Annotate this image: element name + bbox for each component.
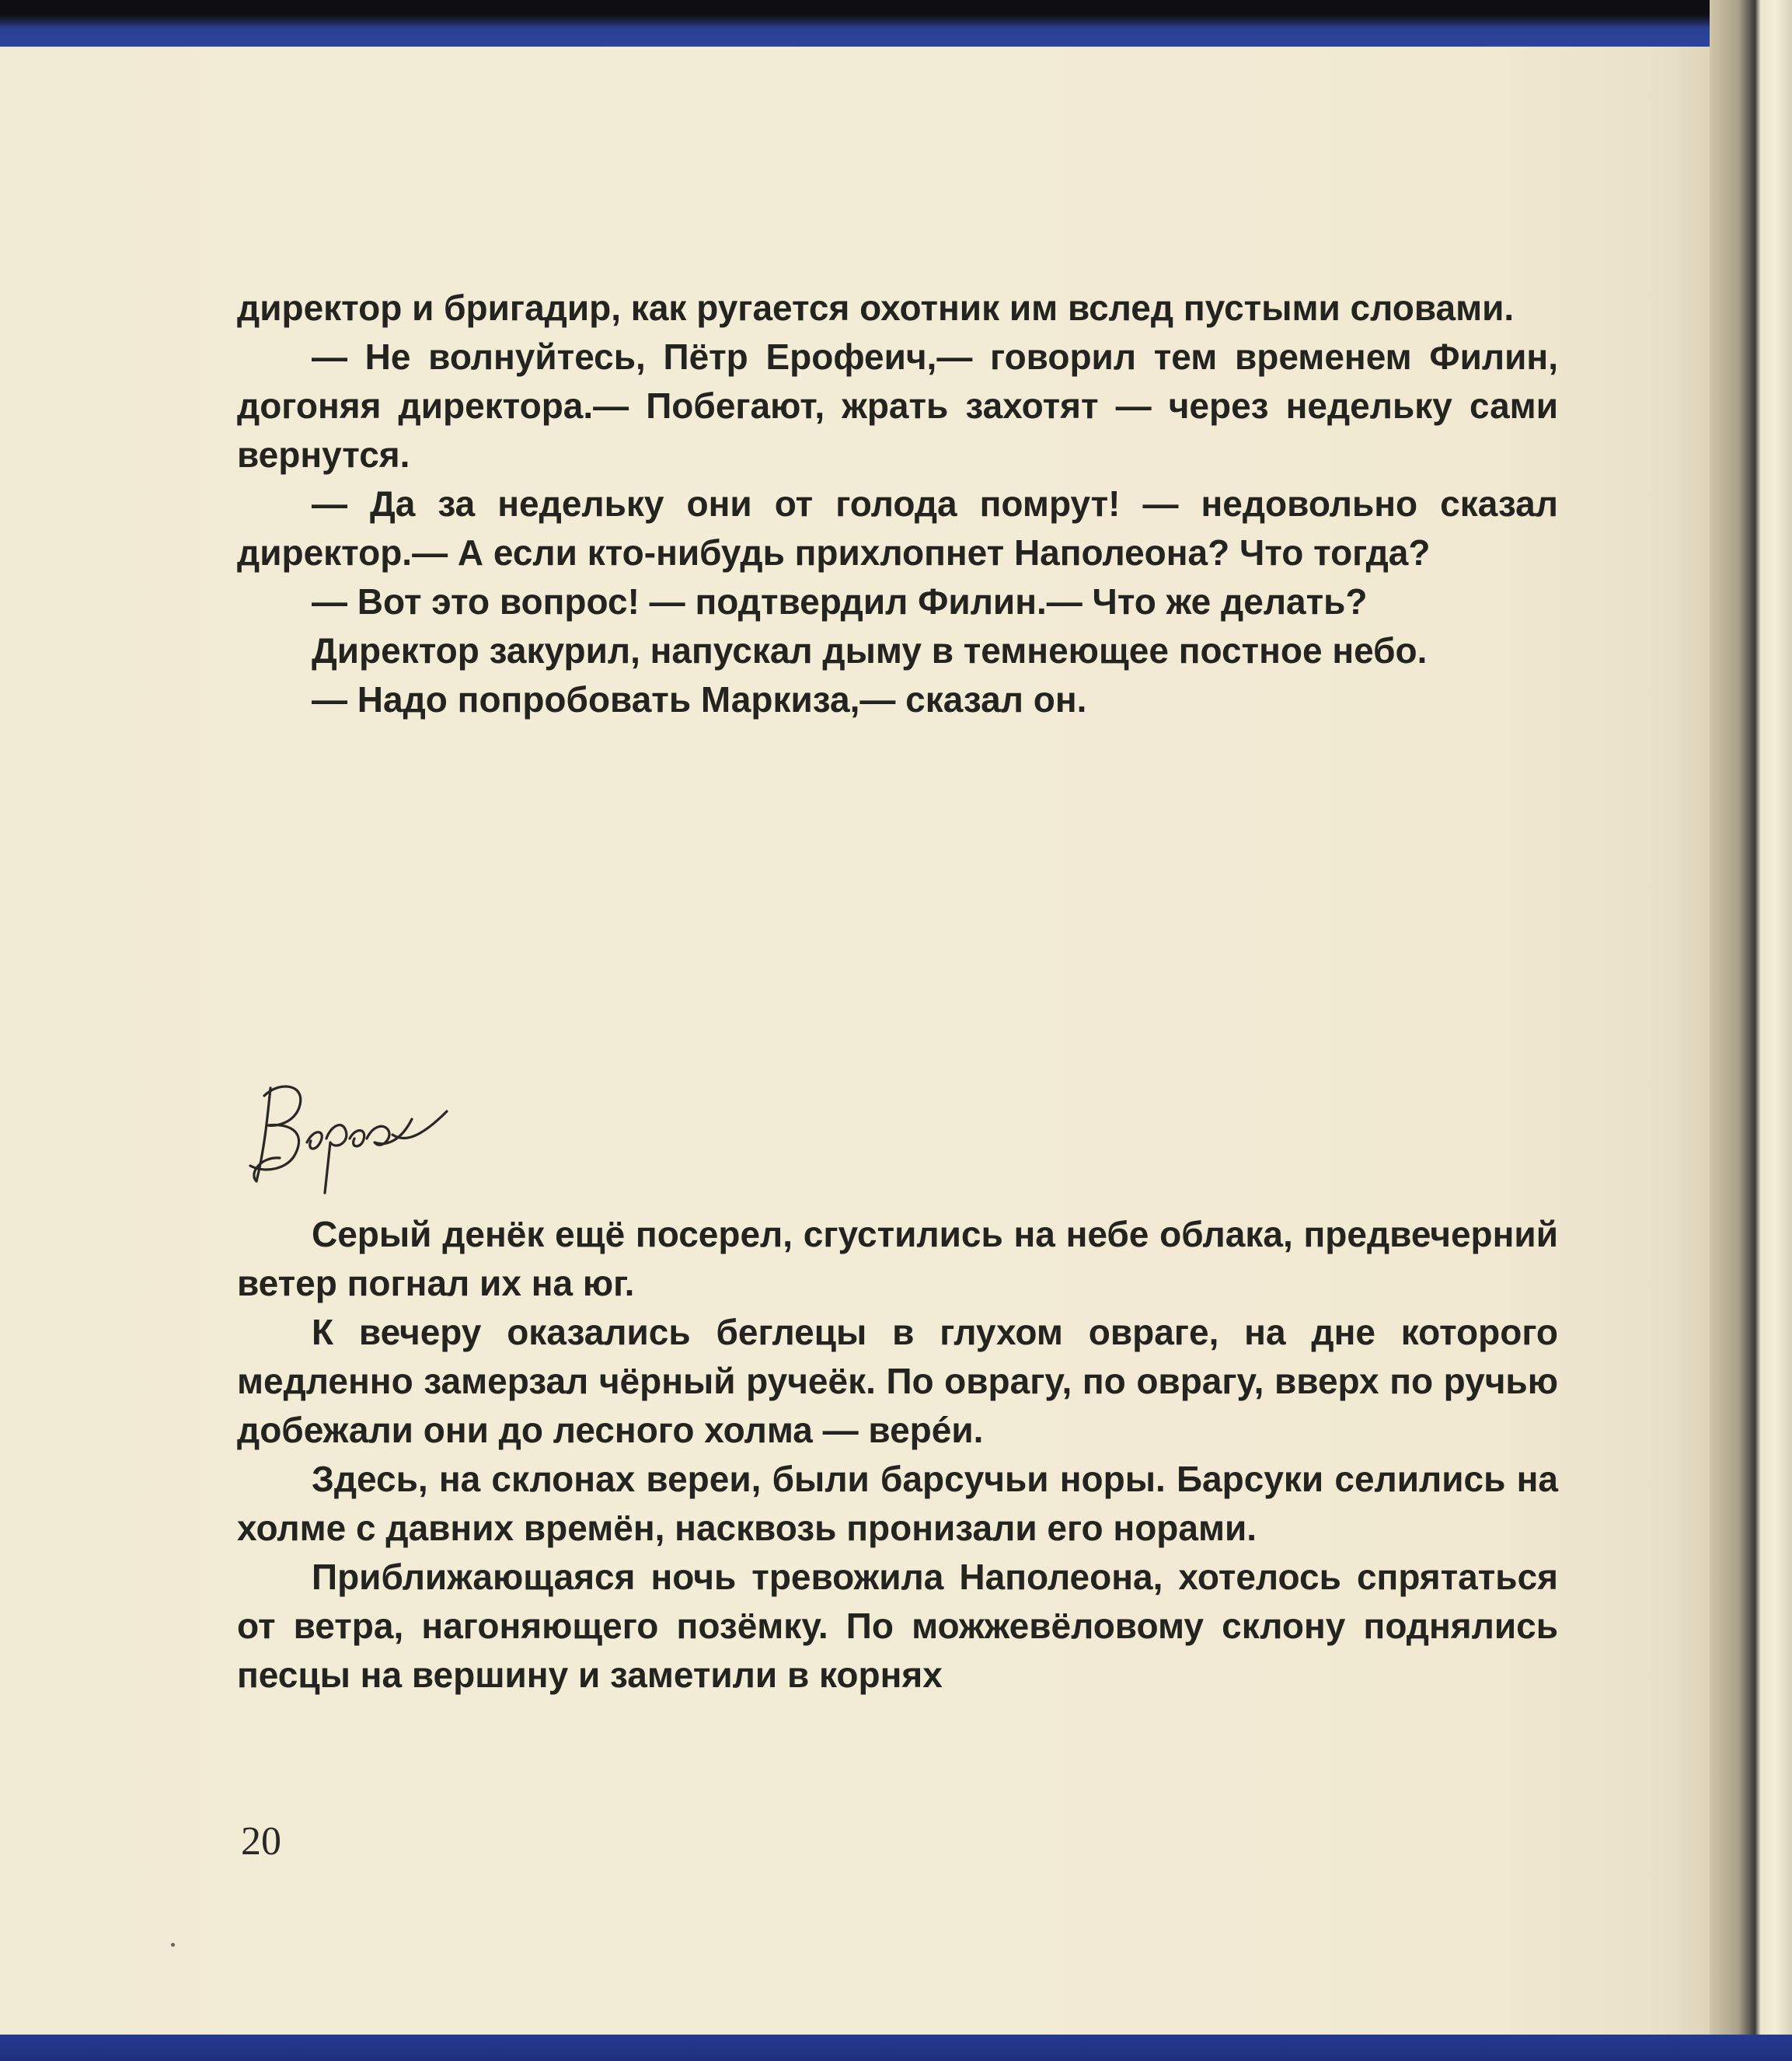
paragraph: Здесь, на склонах вереи, были барсучьи норы. Барсуки селились на холме с давних времён, насквозь пронизали его норами. bbox=[237, 1459, 1558, 1548]
paragraph: Приближающаяся ночь тревожила Наполеона, хотелось спрятаться от ветра, нагоняющего позёмку. По можжевёловому склону поднялись песцы на вершину и заметили в корнях bbox=[237, 1557, 1558, 1695]
paragraph: Серый денёк ещё посерел, сгустились на небе облака, предвечерний ветер погнал их на юг. bbox=[237, 1214, 1558, 1303]
paragraph: — Не волнуйтесь, Пётр Ерофеич,— говорил тем временем Филин, догоняя директора.— Побегают, жрать захотят — через недельку сами вернутся. bbox=[237, 337, 1558, 475]
binding-top-strip bbox=[0, 0, 1792, 50]
section-heading-handwritten bbox=[233, 1065, 466, 1205]
page-number: 20 bbox=[241, 1819, 281, 1864]
text-block-top bbox=[237, 284, 1558, 724]
paragraph: — Да за недельку они от голода помрут! — недовольно сказал директор.— А если кто-нибудь прихлопнет Наполеона? Что тогда? bbox=[237, 483, 1558, 573]
paragraph: — Вот это вопрос! — подтвердил Филин.— Что же делать? bbox=[312, 581, 1368, 622]
book-page bbox=[0, 47, 1731, 2036]
paragraph: К вечеру оказались беглецы в глухом овраге, на дне которого медленно замерзал чёрный ручеёк. По оврагу, по оврагу, вверх по ручью добежали они до лесного холма — верéи. bbox=[237, 1312, 1558, 1450]
paragraph: директор и бригадир, как ругается охотник им вслед пустыми словами. bbox=[237, 288, 1515, 328]
binding-bottom-strip bbox=[0, 2035, 1792, 2061]
paragraph: — Надо попробовать Маркиза,— сказал он. bbox=[312, 679, 1087, 720]
book-spine bbox=[1710, 0, 1792, 2061]
paragraph: Директор закурил, напускал дыму в темнеющее постное небо. bbox=[312, 630, 1428, 671]
text-block-bottom bbox=[237, 1210, 1558, 1700]
paper-speck bbox=[171, 1943, 175, 1947]
